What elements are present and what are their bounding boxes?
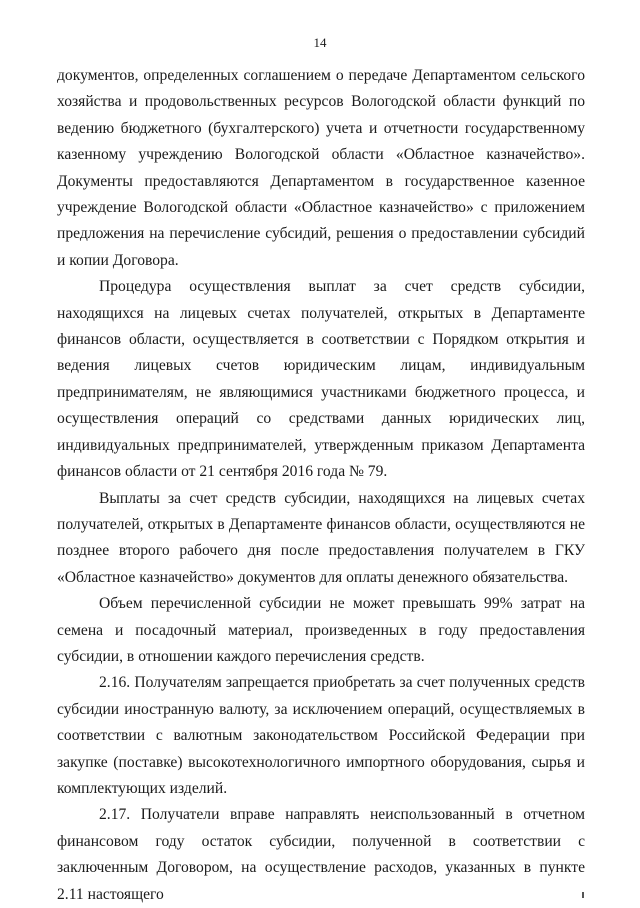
paragraph-3: Выплаты за счет средств субсидии, находящихся на лицевых счетах получателей, открытых в Департаменте финансов области, осуществляются не позднее второго рабочего дня после предоставления получателем в ГКУ «Областное казначейство» документов для оплаты денежного обязательства. — [57, 489, 585, 586]
paragraph-6: 2.17. Получатели вправе направлять неиспользованный в отчетном финансовом году остаток субсидии, полученной в соответствии с заключенным Договором, на осуществление расходов, указанных в пункте 2.11 настоящего — [57, 806, 585, 903]
paragraph-2: Процедура осуществления выплат за счет средств субсидии, находящихся на лицевых счетах получателей, открытых в Департаменте финансов области, осуществляется в соответствии с Порядком открытия и ведения лицевых счетов юридическим лицам, индивидуальным предпринимателям, не являющимися участниками бюджетного процесса, и осуществления операций со средствами данных юридических лиц, индивидуальных предпринимателей, утвержденным приказом Департамента финансов области от 21 сентября 2016 года № 79. — [57, 278, 585, 481]
paragraph-5: 2.16. Получателям запрещается приобретать за счет полученных средств субсидии иностранную валюту, за исключением операций, осуществляемых в соответствии с валютным законодательством Российской Федерации при закупке (поставке) высокотехнологичного импортного оборудования, сырья и комплектующих изделий. — [57, 674, 585, 797]
scan-mark — [582, 892, 584, 898]
paragraph-4: Объем перечисленной субсидии не может превышать 99% затрат на семена и посадочный материал, произведенных в году предоставления субсидии, в отношении каждого перечисления средств. — [57, 595, 585, 665]
document-body — [57, 63, 585, 908]
page-number: 14 — [313, 35, 327, 50]
paragraph-1: документов, определенных соглашением о передаче Департаментом сельского хозяйства и продовольственных ресурсов Вологодской области функций по ведению бюджетного (бухгалтерского) учета и отчетности государственному казенному учреждению Вологодской области «Областное казначейство». Документы предоставляются Департаментом в государственное казенное учреждение Вологодской области «Областное казначейство» с приложением предложения на перечисление субсидий, решения о предоставлении субсидий и копии Договора. — [57, 67, 585, 269]
